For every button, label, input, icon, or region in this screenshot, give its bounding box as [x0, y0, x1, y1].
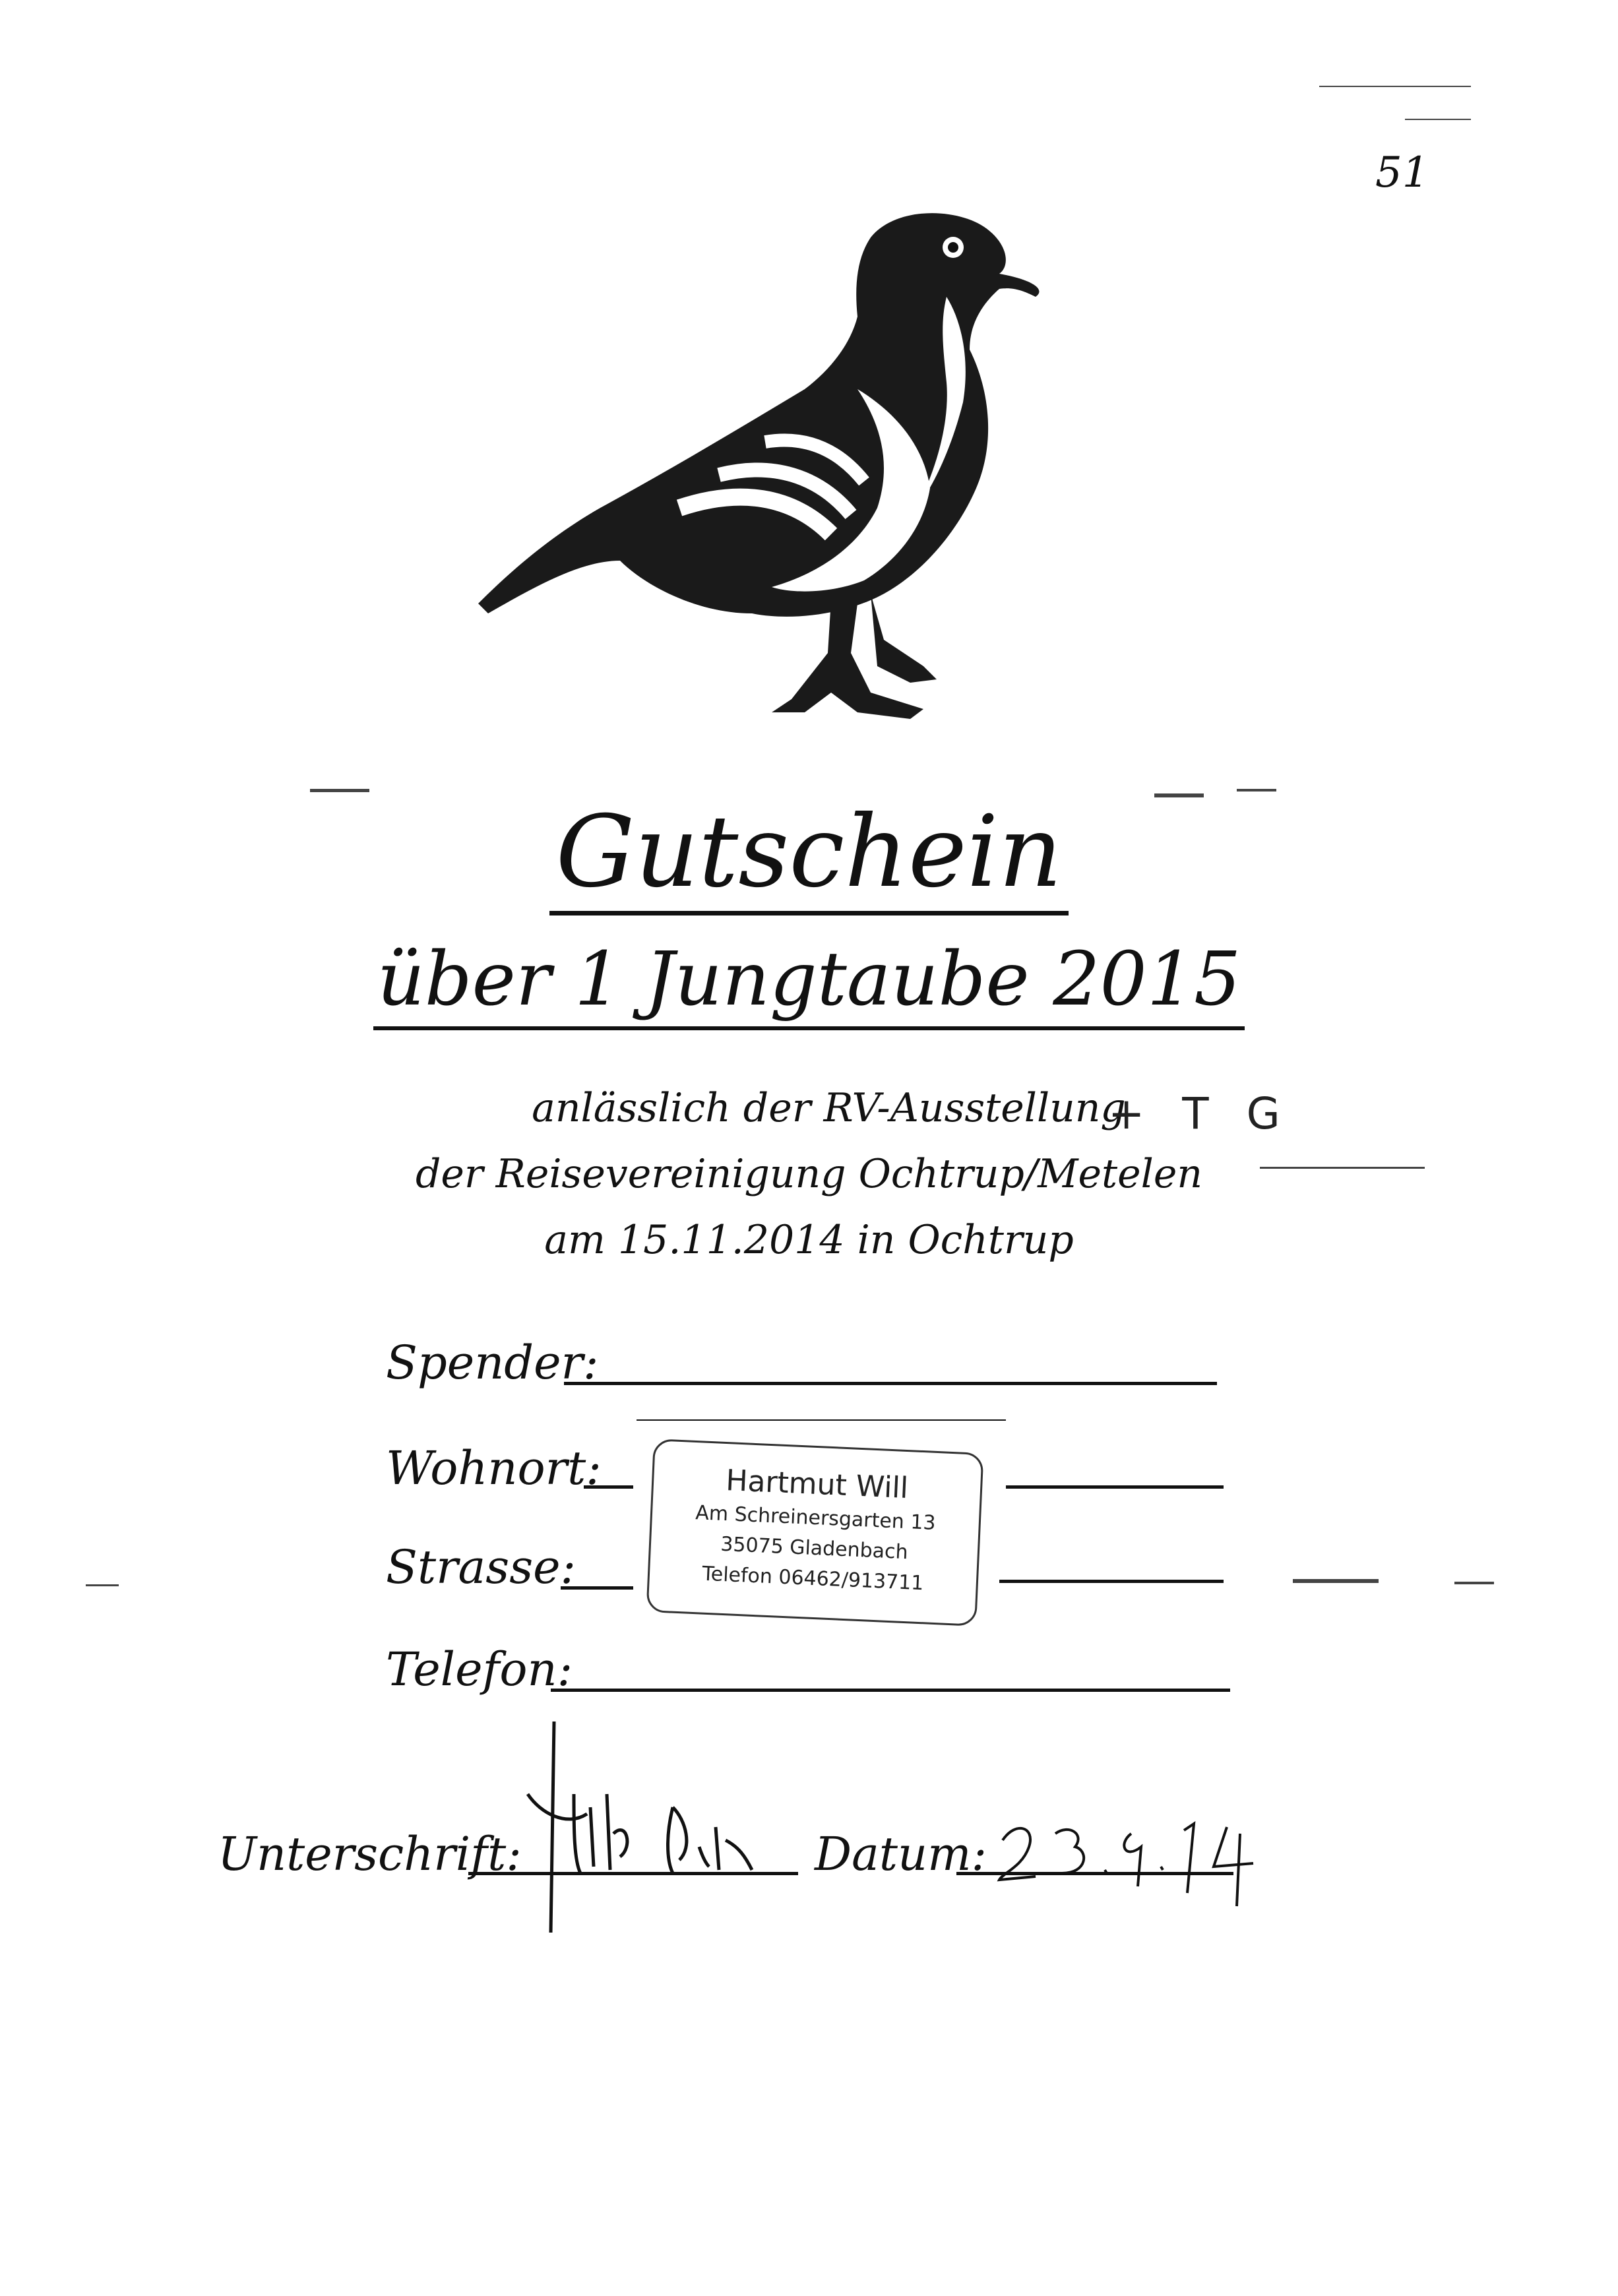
- strasse-line-left: [561, 1586, 633, 1590]
- occasion-line-1: anlässlich der RV-Ausstellung: [532, 1085, 1126, 1131]
- occasion-line-2: der Reisevereinigung Ochtrup/Metelen: [415, 1151, 1203, 1197]
- scan-mark: [1454, 1582, 1494, 1584]
- strasse-line-right: [999, 1580, 1224, 1583]
- stamp-street: Am Schreinersgarten 13: [695, 1501, 937, 1535]
- stamp-phone: Telefon 06462/913711: [701, 1562, 925, 1596]
- scan-mark: [1154, 793, 1204, 797]
- scan-mark: [1319, 86, 1471, 87]
- scan-mark: [1293, 1579, 1379, 1583]
- stamp-top-line: [637, 1419, 1006, 1421]
- wohnort-line-left: [584, 1485, 633, 1489]
- handwritten-date: [976, 1781, 1286, 1913]
- scan-mark: [1405, 119, 1471, 120]
- telefon-label: Telefon:: [386, 1642, 573, 1696]
- spender-line: [564, 1382, 1217, 1385]
- datum-label: Datum:: [815, 1827, 987, 1881]
- wohnort-label: Wohnort:: [386, 1441, 602, 1495]
- handwritten-signature: [475, 1715, 818, 1933]
- scan-mark: [86, 1584, 119, 1586]
- occasion-line-3: am 15.11.2014 in Ochtrup: [544, 1217, 1074, 1263]
- page-number: 51: [1375, 148, 1429, 197]
- handwritten-addition: + T G: [1108, 1088, 1292, 1139]
- voucher-subtitle: über 1 Jungtaube 2015: [0, 937, 1618, 1022]
- unterschrift-label: Unterschrift:: [218, 1827, 522, 1881]
- address-stamp: [646, 1439, 984, 1627]
- voucher-title: Gutschein: [0, 795, 1618, 910]
- scan-mark: [1260, 1167, 1425, 1169]
- spender-label: Spender:: [386, 1336, 599, 1390]
- scan-mark: [1237, 789, 1276, 791]
- pigeon-illustration: [462, 191, 1148, 745]
- stamp-name: Hartmut Will: [725, 1464, 909, 1506]
- telefon-line: [551, 1689, 1230, 1692]
- stamp-city: 35075 Gladenbach: [720, 1532, 909, 1565]
- scan-mark: [310, 789, 369, 792]
- wohnort-line-right: [1006, 1485, 1224, 1489]
- strasse-label: Strasse:: [386, 1540, 576, 1594]
